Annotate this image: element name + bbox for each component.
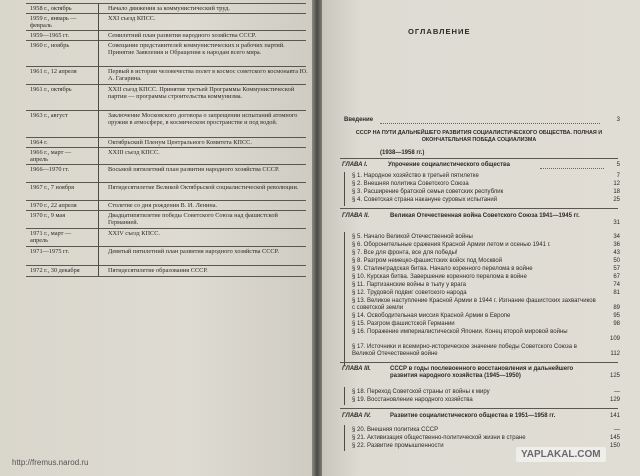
toc-section[interactable]: § 4. Советская страна накануне суровых испытаний [352,197,498,203]
event-cell: Девятый пятилетний план развития народного хозяйства СССР. [108,248,279,255]
toc-intro-label[interactable]: Введение [344,117,374,123]
toc-heading: ОГЛАВЛЕНИЕ [408,27,471,36]
date-cell: 1961 г., октябрь [30,86,72,93]
chapter-label[interactable]: ГЛАВА I. [342,162,368,168]
chapter-title[interactable]: Развитие социалистического общества в 1951—1958 гг. [390,413,556,419]
event-cell: Первый в истории человечества полет в космос советского космонавта Ю. А. Гагарина. [108,68,308,83]
event-cell: Пятидесятилетие образования СССР. [108,267,208,274]
toc-page-number: — [614,389,620,395]
date-cell: 1958 г., октябрь [30,5,72,12]
toc-page-number: 95 [613,313,620,319]
event-cell: Октябрьский Пленум Центрального Комитета КПСС. [108,139,252,146]
event-cell: Столетие со дня рождения В. И. Ленина. [108,202,218,209]
toc-page-number: 7 [616,173,620,179]
event-cell: Заключение Московского договора о запрещении испытаний атомного оружия в атмосфере, в космическом пространстве и под водой. [108,112,298,127]
watermark-logo: YAPLAKAL.COM [516,447,606,462]
source-url[interactable]: http://fremus.narod.ru [12,458,89,467]
event-cell: Двадцатипятилетие победы Советского Союза над фашистской Германией. [108,212,278,227]
toc-page-number: 109 [609,336,620,342]
toc-page-number: 36 [613,242,620,248]
part-title: СССР НА ПУТИ ДАЛЬНЕЙШЕГО РАЗВИТИЯ СОЦИАЛИСТИЧЕСКОГО ОБЩЕСТВА. ПОЛНАЯ И ОКОНЧАТЕЛЬНАЯ ПОБЕДА СОЦИАЛИЗМА [355,130,603,143]
toc-page-number: 57 [613,266,620,272]
toc-section[interactable]: § 20. Внешняя политика СССР [352,427,439,433]
toc-page-number: 50 [613,258,620,264]
date-cell: 1966 г., март — апрель [30,149,72,164]
toc-section[interactable]: § 21. Активизация общественно-политической жизни в стране [352,435,526,441]
toc-rule [340,208,618,209]
toc-section[interactable]: § 17. Источники и всемирно-историческое значение победы Советского Союза в Великой Отечественной войне [352,344,577,357]
table-rule [26,200,306,201]
toc-page-number: 31 [613,220,620,226]
chapter-title[interactable]: СССР в годы послевоенного восстановления и дальнейшего развития народного хозяйства (1945—1950) [390,366,574,379]
toc-section[interactable]: § 7. Все для фронта, все для победы! [352,250,458,256]
event-cell: Пятидесятилетие Великой Октябрьской социалистической революции. [108,184,299,191]
date-cell: 1964 г. [30,139,48,146]
table-rule [26,246,306,247]
toc-section[interactable]: § 8. Разгром немецко-фашистских войск под Москвой [352,258,503,264]
date-cell: 1971—1975 гг. [30,248,70,255]
toc-page-number: 18 [613,189,620,195]
table-top-rule [26,3,306,4]
toc-page-number: 3 [616,117,620,123]
table-rule [26,182,306,183]
table-rule [26,110,306,111]
chapter-label[interactable]: ГЛАВА II. [342,213,370,219]
date-cell: 1959—1965 гг. [30,32,70,39]
date-cell: 1970 г., 22 апреля [30,202,77,209]
toc-section[interactable]: § 14. Освободительная миссия Красной Армии в Европе [352,313,511,319]
toc-rule [340,362,618,363]
event-cell: Восьмой пятилетний план развития народного хозяйства СССР. [108,166,280,173]
toc-page-number: 34 [613,234,620,240]
leader-dots [540,168,604,169]
toc-section[interactable]: § 3. Расширение братской семьи советских республик [352,189,504,195]
book-gutter [312,0,322,476]
date-cell: 1970 г., 9 мая [30,212,66,219]
table-bottom-rule [26,276,306,277]
section-bracket [344,232,345,366]
toc-page-number: 25 [613,197,620,203]
table-rule [26,66,306,67]
date-cell: 1967 г., 7 ноября [30,184,75,191]
toc-section[interactable]: § 15. Разгром фашистской Германии [352,321,455,327]
toc-page-number: 89 [613,305,620,311]
toc-section[interactable]: § 6. Оборонительные сражения Красной Армии летом и осенью 1941 г. [352,242,551,248]
date-cell: 1961 г., 12 апреля [30,68,77,75]
table-rule [26,147,306,148]
toc-section[interactable]: § 10. Курская битва. Завершение коренного перелома в войне [352,274,527,280]
section-bracket [344,425,345,451]
table-rule [26,84,306,85]
toc-page-number: 43 [613,250,620,256]
toc-page-number: 125 [609,373,620,379]
toc-page-number: 112 [610,351,620,357]
table-rule [26,265,306,266]
date-cell: 1971 г., март — апрель [30,230,72,245]
chapter-title[interactable]: Великая Отечественная война Советского Союза 1941—1945 гг. [390,213,580,219]
date-cell: 1972 г., 30 декабря [30,267,80,274]
section-bracket [344,172,345,206]
toc-page-number: 67 [613,274,620,280]
toc-page-number: 98 [613,321,620,327]
date-cell: 1959 г., январь — февраль [30,15,77,30]
part-years: (1938—1958 гг.) [380,150,425,156]
table-rule [26,30,306,31]
table-rule [26,137,306,138]
toc-section[interactable]: § 5. Начало Великой Отечественной войны [352,234,473,240]
toc-page-number: 81 [613,290,620,296]
toc-rule [340,408,618,409]
toc-page-number: 12 [613,181,620,187]
event-cell: XXIII съезд КПСС. [108,149,160,156]
toc-page-number: 145 [609,435,620,441]
column-divider [98,3,99,276]
toc-page-number: — [614,427,620,433]
date-cell: 1966—1970 гг. [30,166,70,173]
table-rule [26,210,306,211]
section-bracket [344,387,345,405]
table-rule [26,13,306,14]
chapter-label[interactable]: ГЛАВА IV. [342,413,371,419]
chapter-label[interactable]: ГЛАВА III. [342,366,371,372]
toc-section[interactable]: § 19. Восстановление народного хозяйства [352,397,473,403]
toc-section[interactable]: § 22. Развитие промышленности [352,443,444,449]
table-rule [26,164,306,165]
toc-page-number: 141 [609,413,620,419]
event-cell: XXIV съезд КПСС. [108,230,160,237]
table-rule [26,40,306,41]
toc-section[interactable]: § 18. Переход Советской страны от войны к миру [352,389,490,395]
event-cell: Начало движения за коммунистический труд. [108,5,230,12]
toc-page-number: 129 [609,397,620,403]
toc-page-number: 5 [616,162,620,168]
event-cell: XXII съезд КПСС. Принятие третьей Программы Коммунистической партии — программы строительства коммунизма. [108,86,295,101]
toc-section[interactable]: § 1. Народное хозяйство в третьей пятилетке [352,173,479,179]
toc-section[interactable]: § 16. Поражение империалистической Японии. Конец второй мировой войны [352,329,568,335]
date-cell: 1963 г., август [30,112,68,119]
toc-section[interactable]: § 2. Внешняя политика Советского Союза [352,181,469,187]
chapter-title[interactable]: Упрочение социалистического общества [388,162,510,168]
date-cell: 1960 г., ноябрь [30,42,70,49]
toc-section[interactable]: § 12. Трудовой подвиг советского народа [352,290,467,296]
event-cell: Совещание представителей коммунистических и рабочих партий. Принятие Заявления и Обращения к народам всего мира. [108,42,285,57]
toc-page-number: 74 [613,282,620,288]
event-cell: Семилетний план развития народного хозяйства СССР. [108,32,257,39]
toc-rule [340,158,618,159]
toc-section[interactable]: § 11. Партизанские войны в тылу у врага [352,282,467,288]
leader-dots [380,123,600,124]
toc-section[interactable]: § 9. Сталинградская битва. Начало коренного перелома в войне [352,266,533,272]
toc-section[interactable]: § 13. Великое наступление Красной Армии в 1944 г. Изгнание фашистских захватчиков с советской земли [352,298,596,311]
event-cell: XXI съезд КПСС. [108,15,156,22]
toc-page-number: 150 [609,443,620,449]
table-rule [26,228,306,229]
